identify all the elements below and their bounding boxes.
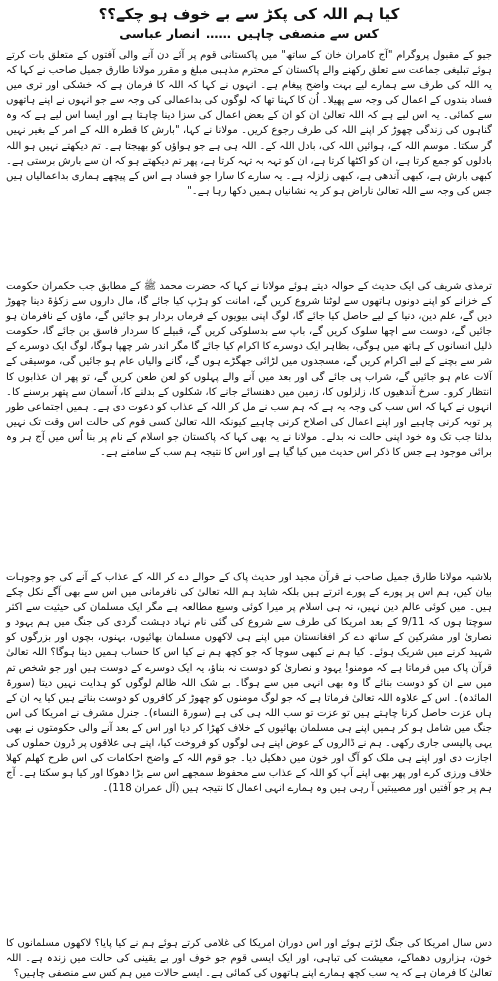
author-name: انصار عباسی (119, 26, 201, 41)
article-paragraph: بلاشبہ مولانا طارق جمیل صاحب نے قرآن مجید اور حدیث پاک کے حوالے دے کر اللہ کے عذاب کے آنے کی جو وجوہات بیان کیں، ہم اس پر پورے کے پورے اترتے ہیں بلکہ شاید ہم اللہ تعالیٰ کی نافرمانی میں اس سے بھی آگے نکل چکے ہیں۔ میں کوئی عالم دین نہیں، نہ ہی اسلام پر میرا کوئی وسیع مطالعہ ہے مگر ایک مسلمان کی حیثیت سے اکثر سوچتا ہوں کہ 9/11 کے بعد امریکا کی طرف سے شروع کی گئی نام نہاد دہشت گردی کی جنگ میں ہم یہود و نصاریٰ اور مشرکین کے ساتھ دے کر افغانستان میں اپنے ہی لاکھوں مسلمان بھائیوں، بہنوں، بچوں اور بزرگوں کو شہید کرنے میں شریک ہوئے۔ کیا ہم نے کبھی سوچا کہ جو کچھ ہم نے کیا اس کا حساب ہمیں دینا ہوگا؟ اللہ تعالیٰ قرآن پاک میں فرماتا ہے کہ مومنو! یہود و نصاریٰ کو دوست نہ بناؤ، یہ ایک دوسرے کے دوست ہیں اور جو شخص تم میں سے ان کو دوست بنائے گا وہ بھی انہی میں سے ہوگا۔ بے شک اللہ ظالم لوگوں کو ہدایت نہیں دیتا (سورۃ المائدہ)۔ اس کے علاوہ اللہ تعالیٰ فرماتا ہے کہ جو لوگ مومنوں کو چھوڑ کر کافروں کو دوست بناتے ہیں کیا یہ ان کے ہاں عزت حاصل کرنا چاہتے ہیں تو عزت تو سب اللہ ہی کی ہے (سورۃ النساء)۔ جنرل مشرف نے امریکا کی اس جنگ میں شامل ہو کر ہمیں اپنے ہی مسلمان بھائیوں کے خلاف کھڑا کر دیا اور اس کے بعد آنے والی حکومتوں نے بھی یہی پالیسی جاری رکھی۔ ہم نے ڈالروں کے عوض اپنے ہی لوگوں کو فروخت کیا، اپنے ہی علاقوں پر ڈرون حملوں کی اجازت دی اور اپنے ہی ملک کو آگ اور خون میں دھکیل دیا۔ جو قوم اللہ کے واضح احکامات کی اس طرح کھلم کھلا خلاف ورزی کرے اور پھر بھی اپنے آپ کو اللہ کے عذاب سے محفوظ سمجھے اس سے بڑا دھوکا اور کیا ہو سکتا ہے۔ آج ہم پر جو آفتیں اور مصیبتیں آ رہی ہیں وہ ہمارے انہی اعمال کا نتیجہ ہیں (آل عمران 118)۔ (6, 572, 492, 795)
article-paragraph: جیو کے مقبول پروگرام "آج کامران خان کے ساتھ" میں پاکستانی قوم پر آئے دن آنے والی آفتوں کے متعلق بات کرتے ہوئے تبلیغی جماعت سے تعلق رکھنے والے پاکستان کے محترم مذہبی مبلغ و مقرر مولانا طارق جمیل صاحب نے کہا کہ یہ اللہ کی طرف سے ہمارے لیے بہت واضح پیغام ہے۔ انہوں نے کہا کہ اللہ کا فرمان ہے کہ خشکی اور تری میں فساد بندوں کے اعمال کی وجہ سے پھیلا۔ اُن کا کہنا تھا کہ لوگوں کی بداعمالی کی وجہ سے جو انہوں نے اپنے ہاتھوں سے کمائی۔ یہ اس لیے ہے کہ اللہ تعالیٰ ان کو ان کے بعض اعمال کی سزا دینا چاہتا ہے اور ایسا اس لیے ہے کہ وہ گناہوں کی زندگی چھوڑ کر اپنے اللہ کی طرف رجوع کریں۔ مولانا نے کہا، "بارش کا قطرہ اللہ کے امر کے بغیر نہیں گر سکتا۔ موسم اللہ کے، ہوائیں اللہ کی، بادل اللہ کے۔ اللہ ہی ہے جو ہواؤں کو بھیجتا ہے۔ تم دیکھتے نہیں ہو اللہ بادلوں کو جمع کرتا ہے، ان کو اکٹھا کرتا ہے، ان کو تہہ بہ تہہ کرتا ہے، پھر تم دیکھتے ہو کہ ان سے بارش برستی ہے۔ کبھی بارش ہے، کبھی آندھی ہے، کبھی زلزلہ ہے۔ یہ سارے کا سارا جو فساد ہے اس کے پیچھے ہماری بداعمالیاں ہیں جس کی وجہ سے اللہ تعالیٰ ناراض ہو کر یہ نشانیاں ہمیں دکھا رہا ہے۔" (6, 50, 492, 197)
article-title: کیا ہم اللہ کی پکڑ سے بے خوف ہو چکے؟؟ (98, 5, 400, 23)
byline (6, 26, 492, 42)
article-subtitle: کس سے منصفی چاہیں (237, 26, 379, 41)
article-paragraph: دس سال امریکا کی جنگ لڑتے ہوئے اور اس دوران امریکا کی غلامی کرتے ہوئے ہم نے کیا پایا؟ لاکھوں مسلمانوں کا خون، ہزاروں دھماکے، معیشت کی تباہی، اور ایک ایسی قوم جو خوف اور بے یقینی کی حالت میں زندہ ہے۔ اللہ تعالیٰ کا فرمان ہے کہ یہ سب کچھ ہمارے اپنے ہاتھوں کی کمائی ہے۔ ایسے حالات میں ہم کس سے منصفی چاہیں؟ (6, 938, 492, 980)
byline-separator: …… (206, 26, 232, 41)
article-paragraph: ترمذی شریف کی ایک حدیث کے حوالہ دیتے ہوئے مولانا نے کہا کہ حضرت محمد ﷺ کے مطابق جب حکمران حکومت کے خزانے کو اپنے دونوں ہاتھوں سے لوٹنا شروع کریں گے، امانت کو ہڑپ کیا جائے گا، مال داروں سے زکوٰۃ دینا چھوڑ دیں گے، علم دین، دنیا کے لیے حاصل کیا جائے گا، لوگ اپنی بیویوں کے فرماں بردار ہو جائیں گے، ماؤں کے نافرمان ہو جائیں گے، دوست سے اچھا سلوک کریں گے، باپ سے بدسلوکی کریں گے، قبیلے کا سردار فاسق بن جائے گا، حکومت ذلیل انسانوں کے ہاتھ میں ہوگی، بظاہر ایک دوسرے کا اکرام کیا جائے گا مگر اندر شر چھپا ہوگا، لوگ ایک دوسرے کے شر سے بچنے کے لیے اکرام کریں گے، مسجدوں میں لڑائی جھگڑے ہوں گے، گانے والیاں عام ہو جائیں گی، موسیقی کے آلات عام ہو جائیں گے، شراب پی جائے گی اور بعد میں آنے والے پہلوں کو لعن طعن کریں گے، تو پھر ان عذابوں کا انتظار کرو۔ سرخ آندھیوں کا، زلزلوں کا، زمین میں دھنسائے جانے کا، شکلوں کے بدلنے کا، آسمان سے پتھر برسنے کا۔ انہوں نے کہا کہ اس سب کی وجہ یہ ہے کہ ہم سب نے مل کر اللہ کے عذاب کو دعوت دی ہے۔ ہمیں اجتماعی طور پر توبہ کرنی چاہیے اور اپنے اعمال کی اصلاح کرنی چاہیے کیونکہ اللہ تعالیٰ کسی قوم کی حالت اس وقت تک نہیں بدلتا جب تک وہ خود اپنی حالت نہ بدلے۔ مولانا نے یہ بھی کہا کہ پاکستان جو اسلام کے نام پر بنا اُس میں آج ہر وہ برائی موجود ہے جس کا ذکر اس حدیث میں کیا گیا ہے اور اس کا نتیجہ ہم سب کے سامنے ہے۔ (6, 281, 492, 459)
